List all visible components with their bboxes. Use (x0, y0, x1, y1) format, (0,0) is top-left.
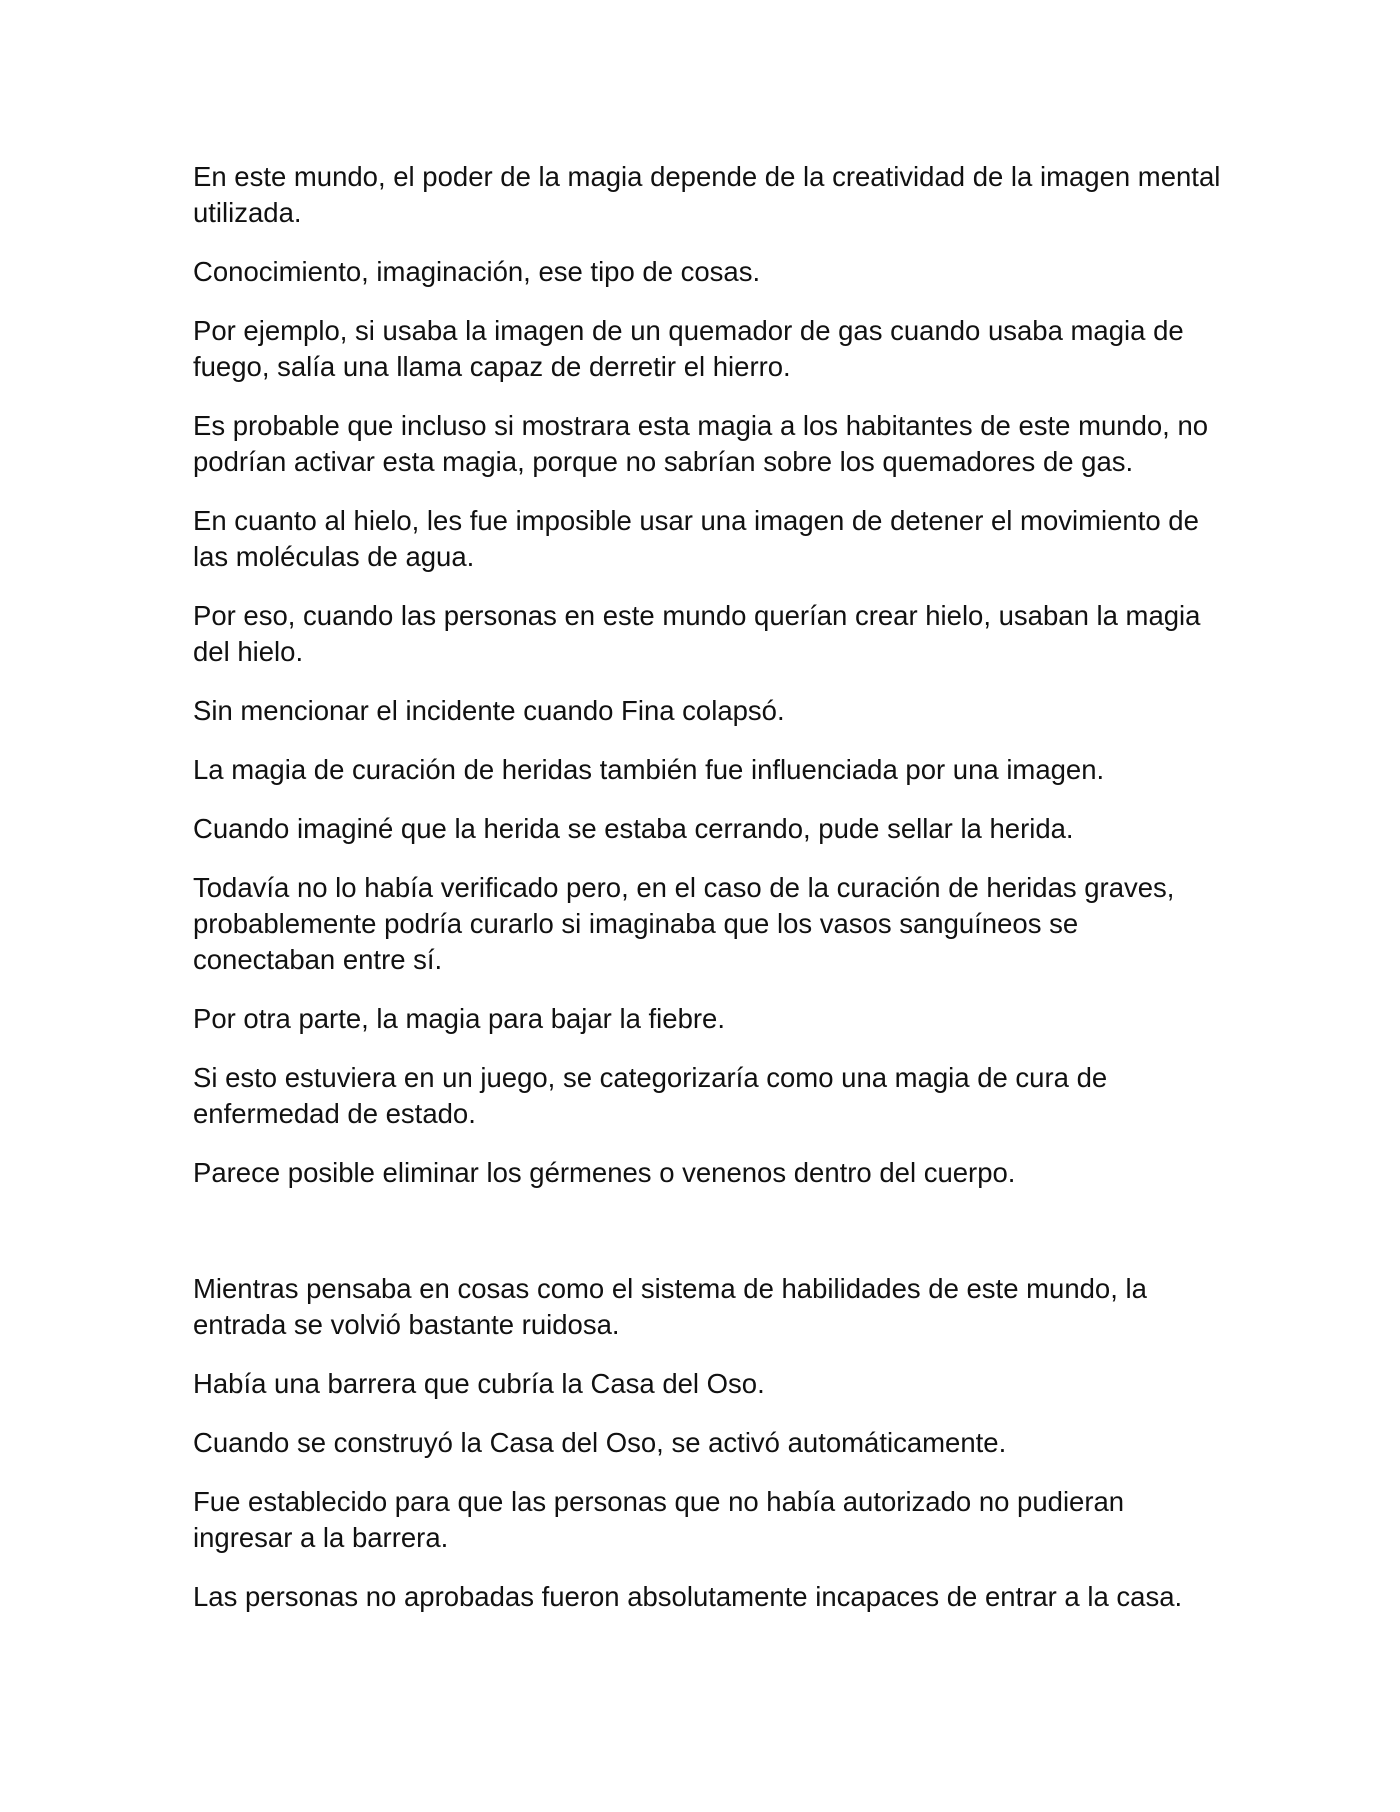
section-break (193, 1214, 1223, 1271)
paragraph: Cuando se construyó la Casa del Oso, se activó automáticamente. (193, 1427, 1007, 1458)
paragraph: Parece posible eliminar los gérmenes o venenos dentro del cuerpo. (193, 1157, 1016, 1188)
paragraph: Había una barrera que cubría la Casa del Oso. (193, 1368, 765, 1399)
paragraph: Las personas no aprobadas fueron absolutamente incapaces de entrar a la casa. (193, 1581, 1183, 1612)
paragraph: Por eso, cuando las personas en este mundo querían crear hielo, usaban la magia del hielo. (193, 600, 1201, 667)
paragraph: Cuando imaginé que la herida se estaba cerrando, pude sellar la herida. (193, 813, 1074, 844)
paragraph: Por otra parte, la magia para bajar la fiebre. (193, 1003, 725, 1034)
paragraph: Si esto estuviera en un juego, se categorizaría como una magia de cura de enfermedad de estado. (193, 1062, 1108, 1129)
paragraph: Conocimiento, imaginación, ese tipo de cosas. (193, 256, 761, 287)
paragraph: Todavía no lo había verificado pero, en el caso de la curación de heridas graves, probablemente podría curarlo si imaginaba que los vasos sanguíneos se conectaban entre sí. (193, 872, 1175, 975)
paragraph: En este mundo, el poder de la magia depende de la creatividad de la imagen mental utilizada. (193, 161, 1221, 228)
document-body (193, 159, 1223, 1638)
paragraph: Fue establecido para que las personas que no había autorizado no pudieran ingresar a la barrera. (193, 1486, 1125, 1553)
paragraph: En cuanto al hielo, les fue imposible usar una imagen de detener el movimiento de las moléculas de agua. (193, 505, 1199, 572)
paragraph: Sin mencionar el incidente cuando Fina colapsó. (193, 695, 785, 726)
paragraph: Es probable que incluso si mostrara esta magia a los habitantes de este mundo, no podrían activar esta magia, porque no sabrían sobre los quemadores de gas. (193, 410, 1209, 477)
paragraph: Por ejemplo, si usaba la imagen de un quemador de gas cuando usaba magia de fuego, salía una llama capaz de derretir el hierro. (193, 315, 1184, 382)
paragraph: Mientras pensaba en cosas como el sistema de habilidades de este mundo, la entrada se volvió bastante ruidosa. (193, 1273, 1147, 1340)
paragraph: La magia de curación de heridas también fue influenciada por una imagen. (193, 754, 1105, 785)
